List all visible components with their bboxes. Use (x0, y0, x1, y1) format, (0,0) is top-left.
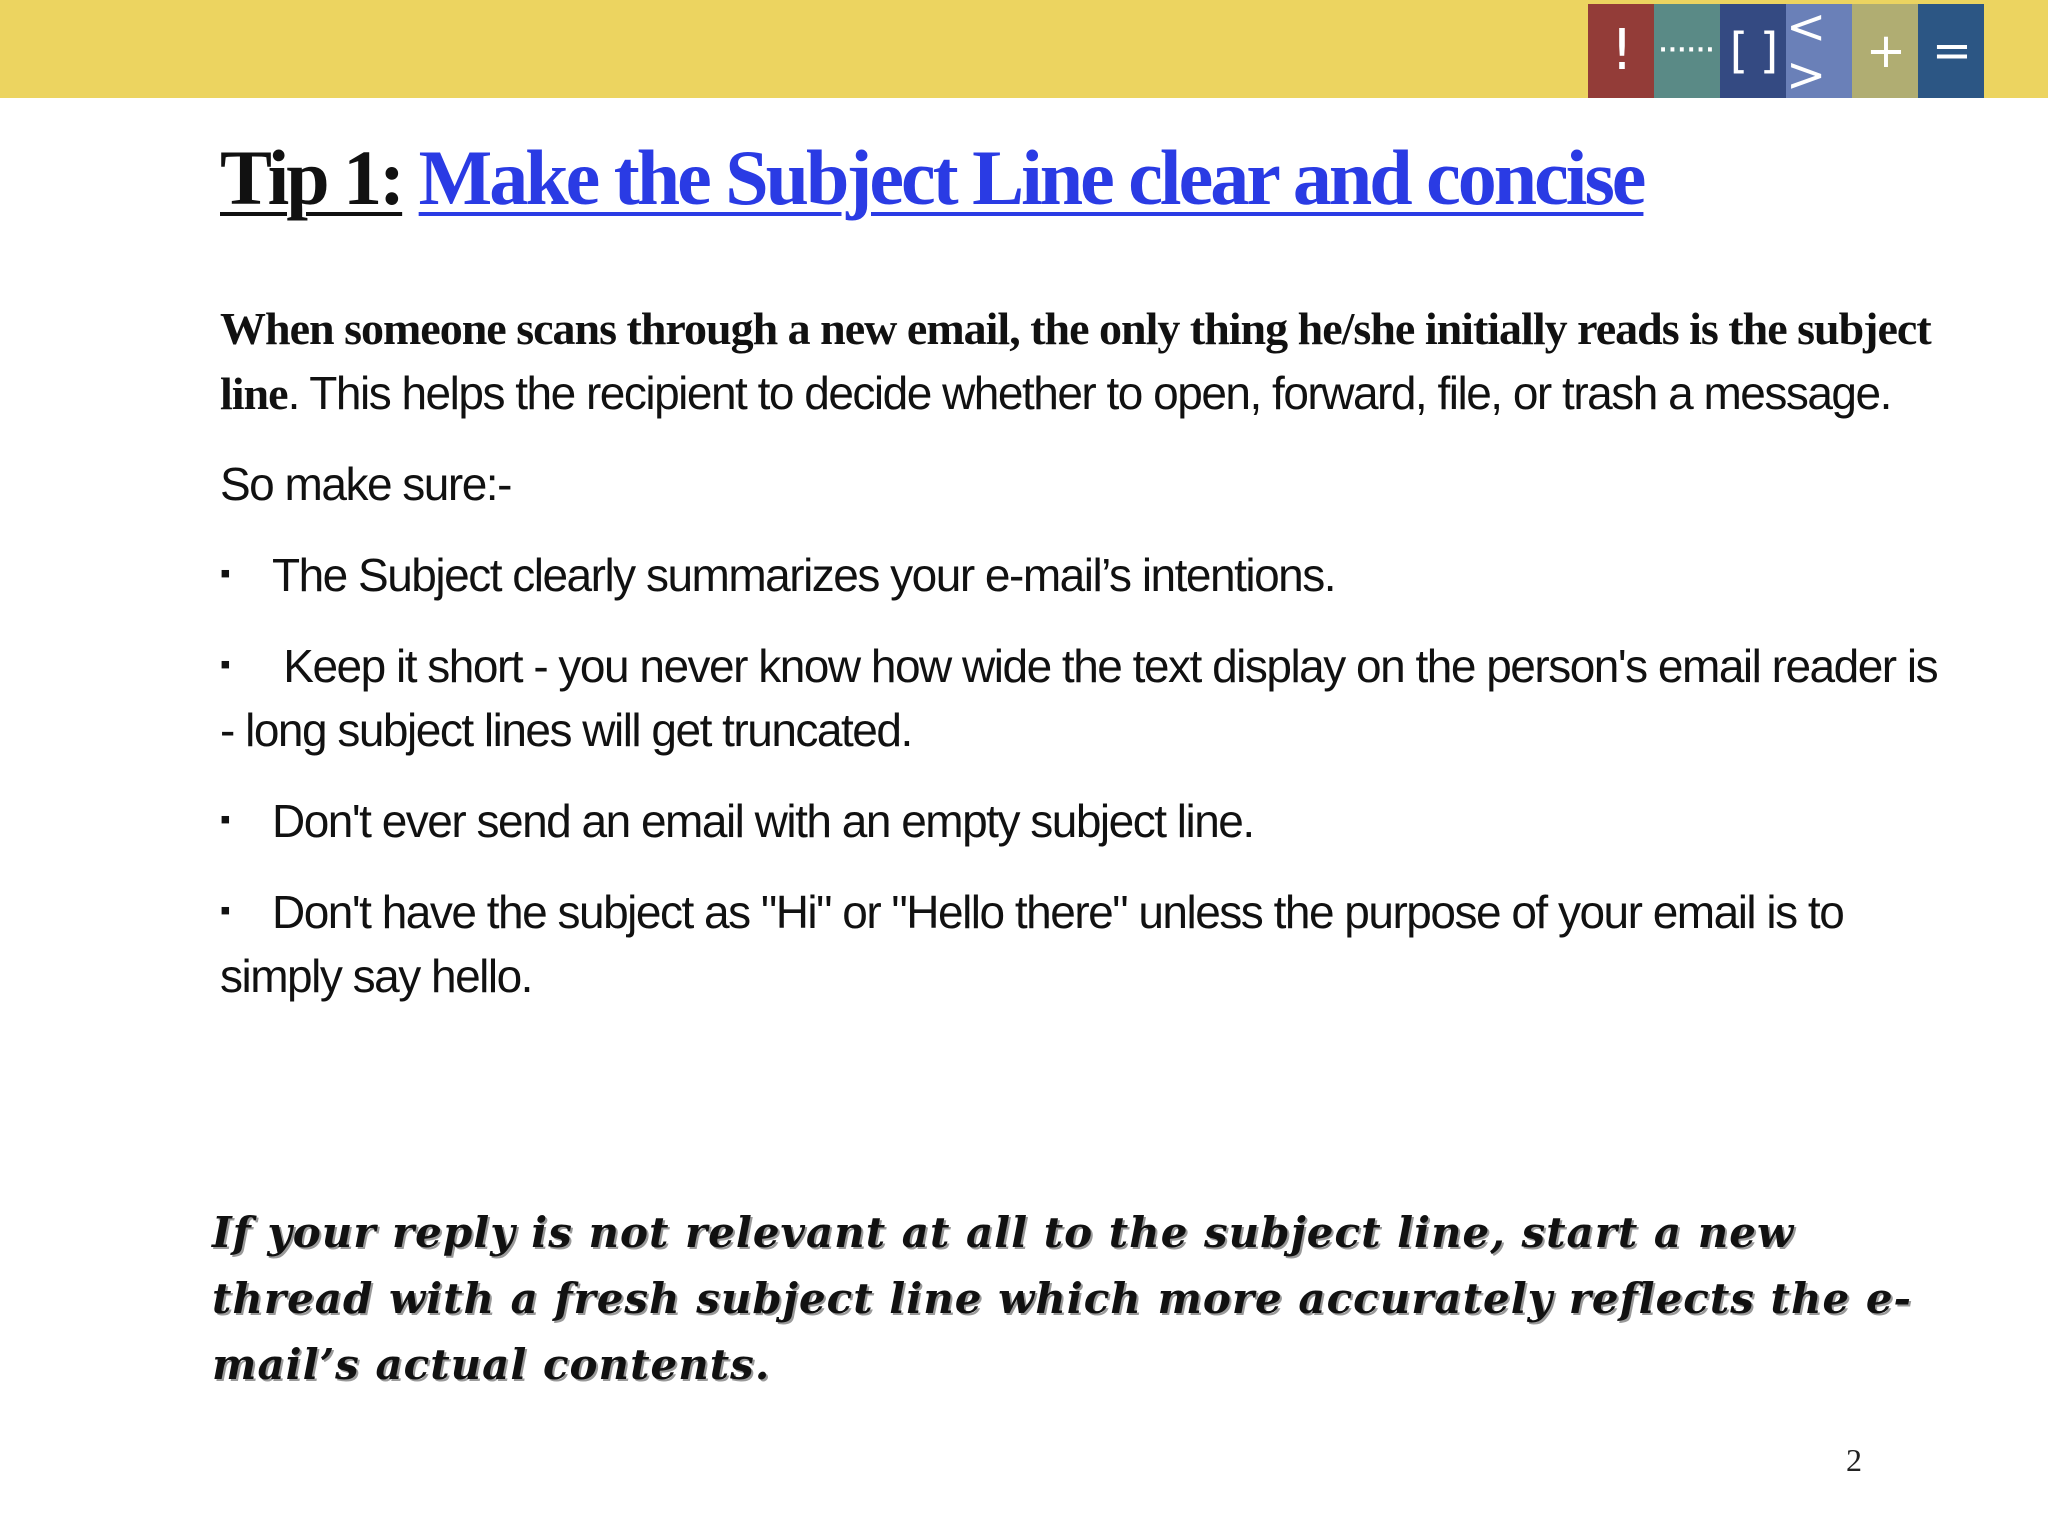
dots-icon: ······ (1654, 4, 1720, 98)
page-number: 2 (1846, 1442, 1862, 1478)
intro-rest-text: . This helps the recipient to decide whether to open, forward, file, or trash a message. (287, 367, 1891, 419)
bullet-marker-icon: ▪ (220, 648, 230, 681)
bullet-item (220, 633, 1940, 762)
bullet-marker-icon: ▪ (220, 894, 230, 927)
slide-title (220, 130, 1940, 226)
bullet-marker-icon: ▪ (220, 557, 230, 590)
bullet-text: Don't ever send an email with an empty subject line. (272, 795, 1254, 847)
bullet-item (220, 879, 1940, 1008)
equals-icon: = (1918, 4, 1984, 98)
icon-strip (1588, 0, 1984, 103)
bullet-item (220, 788, 1940, 853)
bullet-marker-icon: ▪ (220, 803, 230, 836)
top-banner (0, 0, 2048, 103)
slide-content (220, 130, 1940, 1008)
title-prefix: Tip 1: (220, 134, 403, 221)
title-link[interactable]: Make the Subject Line clear and concise (418, 134, 1644, 221)
bullet-text: Keep it short - you never know how wide the text display on the person's email reader is - long subject lines will get truncated. (220, 640, 1938, 756)
intro-bold-text: When someone scans through a new email, the only thing he/she initially reads is the subject line (220, 303, 1931, 419)
bullet-text: Don't have the subject as "Hi" or "Hello there" unless the purpose of your email is to simply say hello. (220, 886, 1844, 1002)
lead-in-text: So make sure:- (220, 458, 511, 510)
exclamation-icon: ! (1588, 4, 1654, 98)
bullet-text: The Subject clearly summarizes your e-mail’s intentions. (272, 549, 1336, 601)
plus-icon: + (1852, 4, 1918, 98)
intro-paragraph (220, 296, 1940, 426)
closing-note: If your reply is not relevant at all to the subject line, start a new thread with a fresh subject line which more accurately reflects the e-mail’s actual contents. (212, 1208, 1912, 1389)
brackets-icon: [ ] (1720, 4, 1786, 98)
angle-brackets-icon: < > (1786, 4, 1852, 98)
bullet-item (220, 542, 1940, 607)
